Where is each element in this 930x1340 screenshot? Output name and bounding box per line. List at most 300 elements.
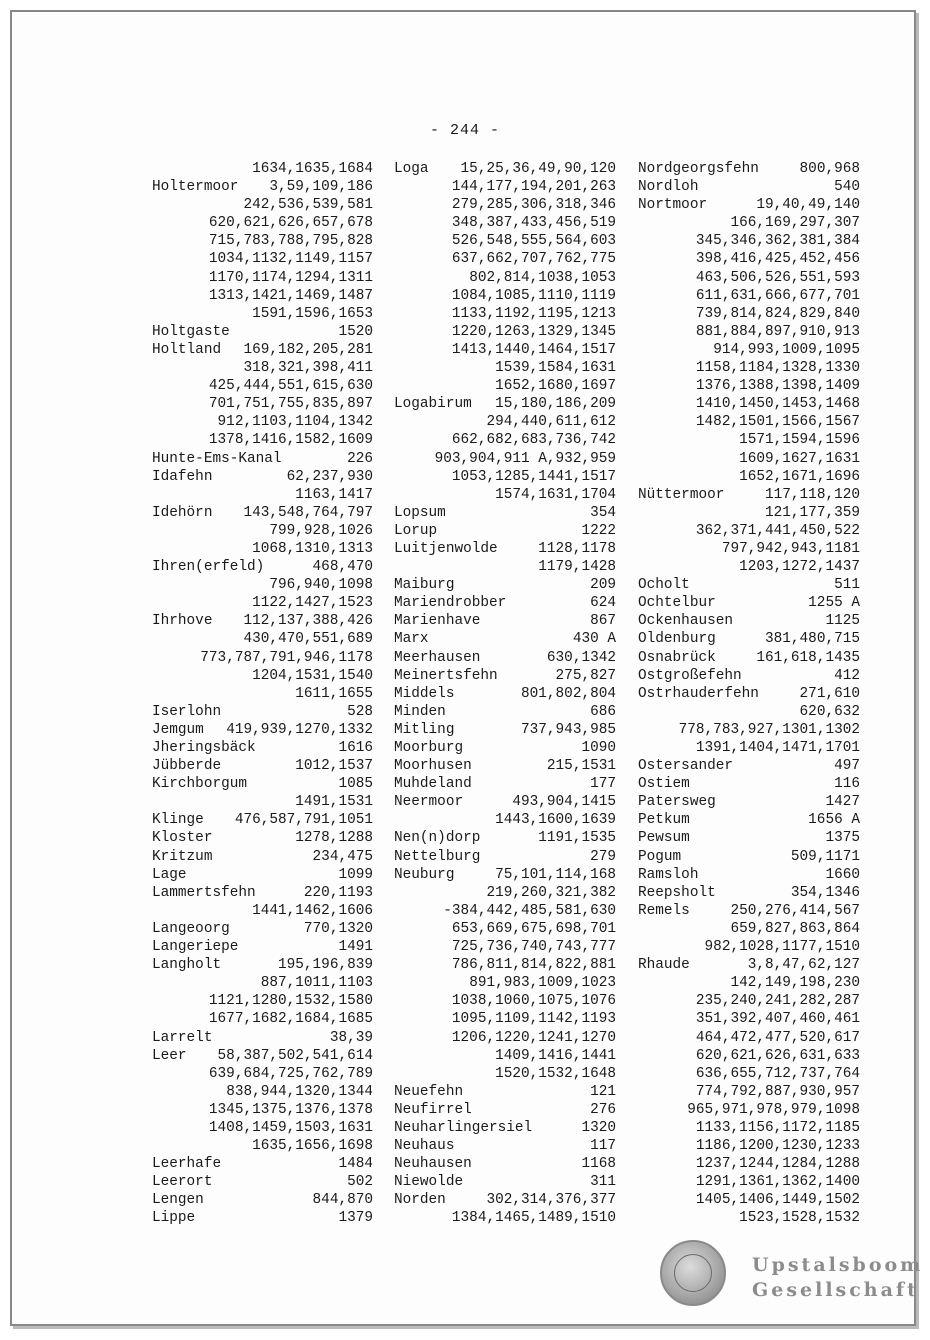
place-name: Leerhafe [152, 1156, 222, 1173]
reference-numbers: 318,321,398,411 [243, 360, 373, 377]
index-entry [388, 811, 616, 829]
reference-numbers: 1634,1635,1684 [252, 161, 373, 177]
index-column-3 [632, 160, 860, 1228]
place-name: Nordloh [638, 179, 699, 196]
reference-numbers: 801,802,804 [521, 685, 616, 702]
index-entry [632, 649, 860, 667]
reference-numbers: 1482,1501,1566,1567 [695, 414, 860, 431]
reference-numbers: 166,169,297,307 [730, 215, 860, 232]
place-name: Luitjenwolde [394, 540, 498, 557]
place-name: Rhaude [638, 957, 690, 974]
place-name: Pewsum [638, 830, 690, 847]
index-entry [388, 938, 616, 956]
index-entry [146, 468, 373, 486]
page-number: - 244 - [429, 122, 500, 139]
index-entry [388, 160, 616, 178]
index-entry [632, 902, 860, 920]
reference-numbers: 430,470,551,689 [243, 631, 373, 648]
reference-numbers: 19,40,49,140 [756, 197, 860, 214]
index-entry [146, 1119, 373, 1137]
index-entry [632, 413, 860, 431]
index-entry [388, 884, 616, 902]
reference-numbers: 1376,1388,1398,1409 [695, 378, 860, 395]
reference-numbers: 1616 [338, 740, 373, 756]
index-entry [146, 196, 373, 214]
reference-numbers: 528 [347, 703, 373, 720]
place-name: Neermoor [394, 794, 464, 811]
index-entry [632, 1173, 860, 1191]
place-name: Ocholt [638, 577, 690, 594]
reference-numbers: 1660 [825, 866, 860, 883]
index-entry [146, 558, 373, 576]
reference-numbers: 161,618,1435 [756, 649, 860, 666]
place-name: Lage [152, 866, 187, 883]
reference-numbers: 1391,1404,1471,1701 [695, 740, 860, 756]
index-entry [146, 956, 373, 974]
place-name: Holtermoor [152, 179, 239, 196]
index-entry [146, 884, 373, 902]
index-entry [632, 594, 860, 612]
index-entry [388, 540, 616, 558]
reference-numbers: 914,993,1009,1095 [713, 341, 860, 358]
index-entry [632, 757, 860, 775]
index-entry [388, 1119, 616, 1137]
place-name: Nordgeorgsfehn [638, 161, 759, 177]
reference-numbers: 778,783,927,1301,1302 [678, 721, 860, 738]
index-entry [632, 214, 860, 232]
reference-numbers: 1133,1156,1172,1185 [695, 1119, 860, 1136]
index-entry [146, 160, 373, 178]
reference-numbers: 3,8,47,62,127 [747, 957, 860, 974]
index-entry [632, 1083, 860, 1101]
place-name: Kloster [152, 830, 213, 847]
reference-numbers: 802,814,1038,1053 [469, 269, 616, 286]
index-entry [146, 938, 373, 956]
reference-numbers: 1291,1361,1362,1400 [695, 1174, 860, 1191]
reference-numbers: 1539,1584,1631 [495, 360, 616, 377]
index-entry [146, 902, 373, 920]
reference-numbers: 144,177,194,201,263 [451, 179, 616, 196]
reference-numbers: 1068,1310,1313 [252, 540, 373, 557]
index-entry [632, 848, 860, 866]
reference-numbers: 701,751,755,835,897 [208, 396, 373, 413]
index-entry [388, 685, 616, 703]
reference-numbers: 739,814,824,829,840 [695, 305, 860, 322]
place-name: Minden [394, 703, 446, 720]
place-name: Holtgaste [152, 323, 230, 340]
reference-numbers: 234,475 [312, 848, 373, 865]
index-entry [388, 341, 616, 359]
index-entry [632, 540, 860, 558]
reference-numbers: 620,621,626,631,633 [695, 1047, 860, 1064]
index-entry [632, 811, 860, 829]
place-name: Logabirum [394, 396, 472, 413]
reference-numbers: 302,314,376,377 [486, 1192, 616, 1209]
reference-numbers: 476,587,791,1051 [234, 812, 373, 829]
index-entry [146, 793, 373, 811]
place-name: Muhdeland [394, 776, 472, 793]
place-name: Ihren(erfeld) [152, 559, 265, 576]
index-entry [632, 1101, 860, 1119]
index-entry [632, 866, 860, 884]
reference-numbers: 1427 [825, 794, 860, 811]
index-entry [146, 250, 373, 268]
reference-numbers: 430 A [572, 631, 616, 648]
logo-subtitle: Gesellschaft [752, 1279, 919, 1301]
reference-numbers: 195,196,839 [278, 957, 373, 974]
place-name: Iserlohn [152, 703, 222, 720]
place-name: Idehörn [152, 504, 213, 521]
reference-numbers: 1635,1656,1698 [252, 1138, 373, 1155]
index-entry [632, 178, 860, 196]
index-entry [632, 775, 860, 793]
reference-numbers: 511 [834, 577, 860, 594]
index-entry [146, 305, 373, 323]
index-entry [146, 1047, 373, 1065]
index-entry [146, 522, 373, 540]
reference-numbers: 770,1320 [303, 920, 373, 937]
index-entry [388, 920, 616, 938]
reference-numbers: 715,783,788,795,828 [208, 233, 373, 250]
index-entry [388, 866, 616, 884]
index-entry [146, 775, 373, 793]
index-entry [632, 323, 860, 341]
index-entry [388, 703, 616, 721]
place-name: Ochtelbur [638, 595, 716, 612]
index-entry [146, 486, 373, 504]
reference-numbers: 1571,1594,1596 [739, 432, 860, 449]
place-name: Ockenhausen [638, 613, 733, 630]
reference-numbers: 1179,1428 [538, 559, 616, 576]
index-entry [632, 685, 860, 703]
index-entry [632, 341, 860, 359]
place-name: Lopsum [394, 504, 446, 521]
place-name: Moorburg [394, 740, 464, 756]
index-entry [632, 1191, 860, 1209]
place-name: Jemgum [152, 721, 204, 738]
logo-title: Upstalsboom [752, 1254, 924, 1276]
index-entry [388, 630, 616, 648]
place-name: Meerhausen [394, 649, 481, 666]
reference-numbers: 142,149,198,230 [730, 975, 860, 992]
index-entry [388, 974, 616, 992]
reference-numbers: 1378,1416,1582,1609 [208, 432, 373, 449]
reference-numbers: 1255 A [808, 595, 860, 612]
index-entry [146, 431, 373, 449]
index-entry [146, 829, 373, 847]
index-entry [632, 739, 860, 757]
reference-numbers: 381,480,715 [765, 631, 860, 648]
reference-numbers: 250,276,414,567 [730, 902, 860, 919]
reference-numbers: 1222 [581, 522, 616, 539]
index-entry [146, 920, 373, 938]
reference-numbers: 1591,1596,1653 [252, 305, 373, 322]
reference-numbers: 112,137,388,426 [243, 613, 373, 630]
index-entry [632, 232, 860, 250]
place-name: Mariendrobber [394, 595, 507, 612]
reference-numbers: 796,940,1098 [269, 577, 373, 594]
reference-numbers: 117 [590, 1138, 616, 1155]
index-entry [146, 703, 373, 721]
index-entry [632, 160, 860, 178]
reference-numbers: 1170,1174,1294,1311 [208, 269, 373, 286]
index-entry [388, 848, 616, 866]
reference-numbers: 38,39 [329, 1029, 373, 1046]
index-entry [388, 287, 616, 305]
index-entry [146, 323, 373, 341]
reference-numbers: 509,1171 [790, 848, 860, 865]
index-entry [632, 829, 860, 847]
index-entry [146, 630, 373, 648]
index-entry [146, 359, 373, 377]
index-entry [146, 1155, 373, 1173]
index-entry [146, 214, 373, 232]
place-name: Middels [394, 685, 455, 702]
reference-numbers: 215,1531 [546, 758, 616, 775]
place-name: Ostiem [638, 776, 690, 793]
index-entry [388, 1083, 616, 1101]
index-entry [632, 450, 860, 468]
index-entry [146, 1065, 373, 1083]
place-name: Lengen [152, 1192, 204, 1209]
place-name: Langeriepe [152, 939, 239, 956]
place-name: Nettelburg [394, 848, 481, 865]
reference-numbers: 1053,1285,1441,1517 [451, 468, 616, 485]
index-entry [632, 504, 860, 522]
reference-numbers: 354 [590, 504, 616, 521]
reference-numbers: 725,736,740,743,777 [451, 939, 616, 956]
reference-numbers: 620,632 [799, 703, 860, 720]
reference-numbers: 867 [590, 613, 616, 630]
index-entry [632, 612, 860, 630]
reference-numbers: 1191,1535 [538, 830, 616, 847]
index-entry [146, 1101, 373, 1119]
index-entry [146, 1010, 373, 1028]
reference-numbers: 1168 [581, 1156, 616, 1173]
reference-numbers: 1405,1406,1449,1502 [695, 1192, 860, 1209]
reference-numbers: 1128,1178 [538, 540, 616, 557]
index-entry [388, 757, 616, 775]
index-entry [146, 594, 373, 612]
reference-numbers: 209 [590, 577, 616, 594]
reference-numbers: 1652,1671,1696 [739, 468, 860, 485]
index-entry [146, 1209, 373, 1227]
reference-numbers: 1609,1627,1631 [739, 450, 860, 467]
reference-numbers: 624 [590, 595, 616, 612]
index-entry [632, 920, 860, 938]
index-entry [388, 1173, 616, 1191]
reference-numbers: 1012,1537 [295, 758, 373, 775]
reference-numbers: 15,180,186,209 [495, 396, 616, 413]
place-name: Reepsholt [638, 884, 716, 901]
reference-numbers: 1656 A [808, 812, 860, 829]
place-name: Osnabrück [638, 649, 716, 666]
place-name: Patersweg [638, 794, 716, 811]
reference-numbers: 887,1011,1103 [260, 975, 373, 992]
index-entry [388, 178, 616, 196]
reference-numbers: 463,506,526,551,593 [695, 269, 860, 286]
reference-numbers: 1085 [338, 776, 373, 793]
reference-numbers: 1652,1680,1697 [495, 378, 616, 395]
index-entry [388, 323, 616, 341]
index-entry [632, 468, 860, 486]
index-entry [388, 721, 616, 739]
reference-numbers: 786,811,814,822,881 [451, 957, 616, 974]
index-entry [388, 250, 616, 268]
reference-numbers: 354,1346 [790, 884, 860, 901]
reference-numbers: 425,444,551,615,630 [208, 378, 373, 395]
place-name: Neuefehn [394, 1083, 464, 1100]
index-entry [388, 775, 616, 793]
index-entry [632, 287, 860, 305]
place-name: Petkum [638, 812, 690, 829]
index-entry [632, 558, 860, 576]
index-entry [146, 721, 373, 739]
index-entry [146, 612, 373, 630]
index-entry [146, 649, 373, 667]
reference-numbers: 1375 [825, 830, 860, 847]
index-entry [388, 232, 616, 250]
index-entry [146, 866, 373, 884]
reference-numbers: 838,944,1320,1344 [226, 1083, 373, 1100]
index-entry [632, 974, 860, 992]
reference-numbers: 965,971,978,979,1098 [687, 1101, 860, 1118]
reference-numbers: 220,1193 [303, 884, 373, 901]
index-entry [146, 178, 373, 196]
place-name: Neuhausen [394, 1156, 472, 1173]
reference-numbers: 226 [347, 450, 373, 467]
index-entry [388, 1191, 616, 1209]
index-entry [632, 1010, 860, 1028]
place-name: Oldenburg [638, 631, 716, 648]
reference-numbers: 800,968 [799, 161, 860, 177]
place-name: Neufirrel [394, 1101, 472, 1118]
index-column-1 [146, 160, 373, 1228]
place-name: Kritzum [152, 848, 213, 865]
reference-numbers: 659,827,863,864 [730, 920, 860, 937]
index-entry [388, 1209, 616, 1227]
reference-numbers: 1313,1421,1469,1487 [208, 287, 373, 304]
reference-numbers: 620,621,626,657,678 [208, 215, 373, 232]
reference-numbers: 279 [590, 848, 616, 865]
reference-numbers: 1204,1531,1540 [252, 667, 373, 684]
index-entry [388, 196, 616, 214]
reference-numbers: 1384,1465,1489,1510 [451, 1210, 616, 1227]
reference-numbers: 275,827 [555, 667, 616, 684]
reference-numbers: 611,631,666,677,701 [695, 287, 860, 304]
reference-numbers: 1520 [338, 323, 373, 340]
reference-numbers: 774,792,887,930,957 [695, 1083, 860, 1100]
index-entry [632, 1209, 860, 1227]
reference-numbers: 636,655,712,737,764 [695, 1065, 860, 1082]
index-entry [146, 504, 373, 522]
index-entry [388, 305, 616, 323]
place-name: Klinge [152, 812, 204, 829]
index-entry [388, 667, 616, 685]
index-entry [146, 1029, 373, 1047]
place-name: Lorup [394, 522, 438, 539]
reference-numbers: 75,101,114,168 [495, 866, 616, 883]
place-name: Kirchborgum [152, 776, 247, 793]
reference-numbers: 1206,1220,1241,1270 [451, 1029, 616, 1046]
index-entry [388, 576, 616, 594]
index-entry [632, 250, 860, 268]
reference-numbers: 1345,1375,1376,1378 [208, 1101, 373, 1118]
reference-numbers: 1491 [338, 939, 373, 956]
reference-numbers: 1523,1528,1532 [739, 1210, 860, 1227]
place-name: Nen(n)dorp [394, 830, 481, 847]
place-name: Leerort [152, 1174, 213, 1191]
reference-numbers: 3,59,109,186 [269, 179, 373, 196]
reference-numbers: 1410,1450,1453,1468 [695, 396, 860, 413]
place-name: Langeoorg [152, 920, 230, 937]
index-entry [632, 992, 860, 1010]
reference-numbers: 294,440,611,612 [486, 414, 616, 431]
reference-numbers: 1220,1263,1329,1345 [451, 323, 616, 340]
index-entry [388, 431, 616, 449]
reference-numbers: 419,939,1270,1332 [226, 721, 373, 738]
index-entry [632, 576, 860, 594]
index-entry [632, 1065, 860, 1083]
index-entry [146, 848, 373, 866]
reference-numbers: 1484 [338, 1156, 373, 1173]
index-entry [388, 902, 616, 920]
index-entry [632, 938, 860, 956]
index-entry [388, 612, 616, 630]
index-entry [388, 1047, 616, 1065]
reference-numbers: 881,884,897,910,913 [695, 323, 860, 340]
place-name: Jheringsbäck [152, 740, 256, 756]
reference-numbers: 117,118,120 [765, 486, 860, 503]
reference-numbers: 58,387,502,541,614 [217, 1047, 373, 1064]
place-name: Ostgroßefehn [638, 667, 742, 684]
place-name: Ramsloh [638, 866, 699, 883]
reference-numbers: 1278,1288 [295, 830, 373, 847]
index-entry [388, 992, 616, 1010]
reference-numbers: 1034,1132,1149,1157 [208, 251, 373, 268]
index-entry [388, 377, 616, 395]
reference-numbers: 1090 [581, 740, 616, 756]
reference-numbers: 497 [834, 758, 860, 775]
reference-numbers: 468,470 [312, 559, 373, 576]
reference-numbers: 1099 [338, 866, 373, 883]
index-entry [388, 269, 616, 287]
index-entry [632, 196, 860, 214]
place-name: Larrelt [152, 1029, 213, 1046]
reference-numbers: 540 [834, 179, 860, 196]
reference-numbers: 271,610 [799, 685, 860, 702]
reference-numbers: 1038,1060,1075,1076 [451, 993, 616, 1010]
place-name: Lippe [152, 1210, 196, 1227]
reference-numbers: 1186,1200,1230,1233 [695, 1138, 860, 1155]
reference-numbers: 737,943,985 [521, 721, 616, 738]
index-entry [146, 395, 373, 413]
index-entry [632, 630, 860, 648]
reference-numbers: 1121,1280,1532,1580 [208, 993, 373, 1010]
index-entry [632, 486, 860, 504]
index-entry [146, 685, 373, 703]
place-name: Maiburg [394, 577, 455, 594]
place-name: Remels [638, 902, 690, 919]
reference-numbers: 279,285,306,318,346 [451, 197, 616, 214]
place-name: Pogum [638, 848, 682, 865]
index-entry [146, 341, 373, 359]
index-entry [146, 269, 373, 287]
place-name: Marx [394, 631, 429, 648]
place-name: Marienhave [394, 613, 481, 630]
reference-numbers: -384,442,485,581,630 [443, 902, 616, 919]
index-entry [388, 359, 616, 377]
